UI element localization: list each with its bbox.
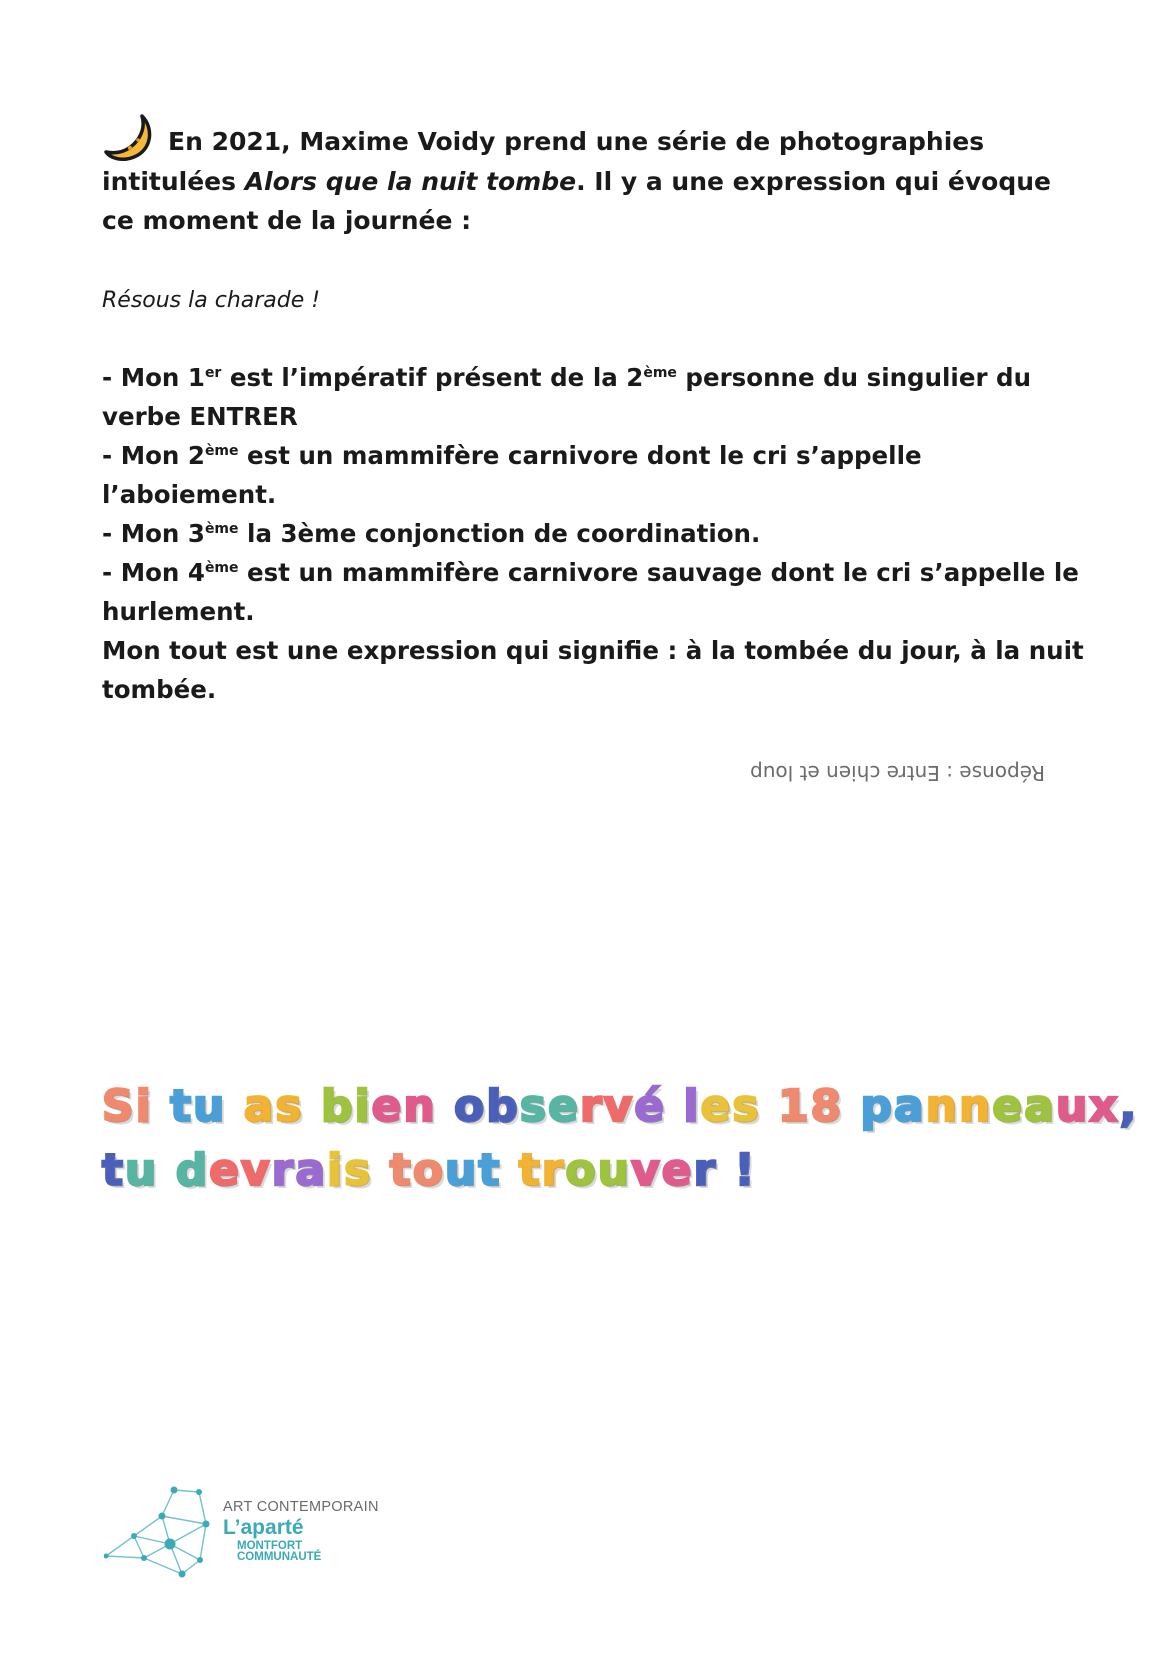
rainbow-letter: , bbox=[1119, 1081, 1139, 1132]
rainbow-message-line-1 bbox=[102, 1075, 1138, 1139]
rainbow-letter bbox=[227, 1081, 244, 1132]
rainbow-letter: o bbox=[412, 1145, 446, 1196]
rainbow-letter bbox=[666, 1081, 683, 1132]
rainbow-letter: t bbox=[389, 1145, 413, 1196]
rainbow-letter: e bbox=[700, 1081, 733, 1132]
upside-down-answer: Réponse : Entre chien et loup bbox=[750, 761, 1045, 785]
rainbow-letter: a bbox=[894, 1081, 926, 1132]
rainbow-letter: u bbox=[445, 1145, 479, 1196]
rainbow-letter: e bbox=[992, 1081, 1025, 1132]
rainbow-letter: s bbox=[344, 1145, 373, 1196]
riddle-item-4 bbox=[102, 553, 1092, 631]
rainbow-letter: n bbox=[403, 1081, 437, 1132]
logo-line-4: COMMUNAUTÉ bbox=[237, 1551, 322, 1563]
rainbow-letter: s bbox=[275, 1081, 304, 1132]
rainbow-letter: e bbox=[661, 1145, 694, 1196]
riddle-item-1-part-a: - Mon 1 bbox=[102, 363, 205, 392]
riddle-item-3-part-b: la 3ème conjonction de coordination. bbox=[238, 519, 761, 548]
rainbow-letter: r bbox=[693, 1145, 718, 1196]
rainbow-letter: S bbox=[102, 1081, 136, 1132]
rainbow-letter: o bbox=[454, 1081, 487, 1132]
rainbow-letter: a bbox=[295, 1145, 328, 1196]
crescent-moon-icon bbox=[102, 112, 156, 162]
rainbow-letter: s bbox=[519, 1081, 549, 1132]
intro-text-end: . Il y a une expression qui évoque ce moment de la journée : bbox=[102, 167, 1051, 235]
rainbow-letter: p bbox=[860, 1081, 895, 1132]
riddle-item-2-sup: ème bbox=[204, 443, 239, 459]
rainbow-letter: u bbox=[597, 1145, 632, 1196]
riddle-item-3 bbox=[102, 514, 1092, 553]
riddle-prompt: Résous la charade ! bbox=[102, 288, 321, 313]
rainbow-letter: b bbox=[486, 1081, 520, 1132]
logo-line-1: ART CONTEMPORAIN bbox=[223, 1499, 379, 1515]
rainbow-letter: x bbox=[1089, 1081, 1120, 1132]
riddle-item-4-part-a: - Mon 4 bbox=[102, 558, 205, 587]
rainbow-letter: i bbox=[135, 1081, 153, 1132]
rainbow-letter: i bbox=[354, 1081, 372, 1132]
rainbow-letter: r bbox=[579, 1081, 604, 1132]
riddle-item-1-sup-2: ème bbox=[643, 365, 677, 381]
rainbow-letter: l bbox=[683, 1081, 701, 1132]
laparte-logo-text bbox=[223, 1500, 379, 1564]
rainbow-letter: é bbox=[634, 1081, 667, 1132]
rainbow-letter bbox=[372, 1145, 389, 1196]
rainbow-letter bbox=[843, 1081, 860, 1132]
rainbow-letter: e bbox=[209, 1145, 242, 1196]
rainbow-letter: v bbox=[603, 1081, 635, 1132]
riddle-item-2-part-a: - Mon 2 bbox=[102, 441, 205, 470]
artwork-title: Alors que la nuit tombe bbox=[244, 167, 577, 196]
rainbow-letter: n bbox=[959, 1081, 993, 1132]
riddle-item-1-sup-1: er bbox=[204, 365, 222, 381]
riddle-item-2-part-b: est un mammifère carnivore dont le cri s’appelle l’aboiement. bbox=[102, 441, 922, 509]
rainbow-letter: e bbox=[548, 1081, 580, 1132]
logo-line-2: L’aparté bbox=[223, 1515, 304, 1539]
riddle-item-2 bbox=[102, 436, 1092, 514]
rainbow-letter: v bbox=[631, 1145, 662, 1196]
rainbow-letter: s bbox=[732, 1081, 761, 1132]
riddle-item-1-part-b: est l’impératif présent de la 2 bbox=[221, 363, 644, 392]
rainbow-letter: t bbox=[102, 1145, 126, 1196]
rainbow-letter: n bbox=[925, 1081, 960, 1132]
riddle-item-4-part-b: est un mammifère carnivore sauvage dont le cri s’appelle le hurlement. bbox=[102, 558, 1079, 626]
rainbow-letter bbox=[717, 1145, 734, 1196]
intro-text-start: En 2021, Maxime Voidy prend une série de photographies intitulées bbox=[102, 127, 985, 196]
riddle-conclusion: Mon tout est une expression qui signifie : à la tombée du jour, à la nuit tombée. bbox=[102, 636, 1084, 704]
rainbow-letter: u bbox=[125, 1145, 159, 1196]
rainbow-letter: d bbox=[175, 1145, 210, 1196]
rainbow-letter bbox=[153, 1081, 170, 1132]
rainbow-letter: u bbox=[1055, 1081, 1090, 1132]
rainbow-letter bbox=[158, 1145, 175, 1196]
riddle-item-3-part-a: - Mon 3 bbox=[102, 519, 205, 548]
rainbow-letter: r bbox=[541, 1145, 566, 1196]
rainbow-letter: e bbox=[371, 1081, 404, 1132]
rainbow-letter: t bbox=[518, 1145, 542, 1196]
riddle-item-4-sup: ème bbox=[204, 560, 239, 576]
rainbow-letter: a bbox=[1024, 1081, 1056, 1132]
riddle-list bbox=[102, 358, 1092, 709]
rainbow-letter: ! bbox=[734, 1145, 757, 1196]
rainbow-letter: r bbox=[271, 1145, 296, 1196]
rainbow-letter: v bbox=[241, 1145, 272, 1196]
riddle-item-1 bbox=[102, 358, 1092, 436]
riddle-item-3-sup: ème bbox=[204, 521, 239, 537]
intro-paragraph bbox=[102, 112, 1062, 240]
rainbow-letter: i bbox=[327, 1145, 345, 1196]
rainbow-message bbox=[102, 1075, 1138, 1203]
rainbow-letter bbox=[437, 1081, 454, 1132]
rainbow-letter bbox=[761, 1081, 778, 1132]
logo-line-3: MONTFORT bbox=[237, 1539, 303, 1552]
riddle-item-1-part-c: personne du singulier du verbe ENTRER bbox=[102, 363, 1032, 431]
rainbow-letter: t bbox=[170, 1081, 194, 1132]
rainbow-letter bbox=[304, 1081, 321, 1132]
rainbow-letter: u bbox=[193, 1081, 227, 1132]
rainbow-message-line-2 bbox=[102, 1139, 1138, 1203]
rainbow-letter: o bbox=[565, 1145, 598, 1196]
rainbow-letter: b bbox=[321, 1081, 355, 1132]
rainbow-letter: 1 bbox=[777, 1081, 811, 1132]
rainbow-letter bbox=[501, 1145, 518, 1196]
rainbow-letter: t bbox=[478, 1145, 502, 1196]
rainbow-letter: 8 bbox=[810, 1081, 844, 1132]
rainbow-letter: a bbox=[243, 1081, 276, 1132]
